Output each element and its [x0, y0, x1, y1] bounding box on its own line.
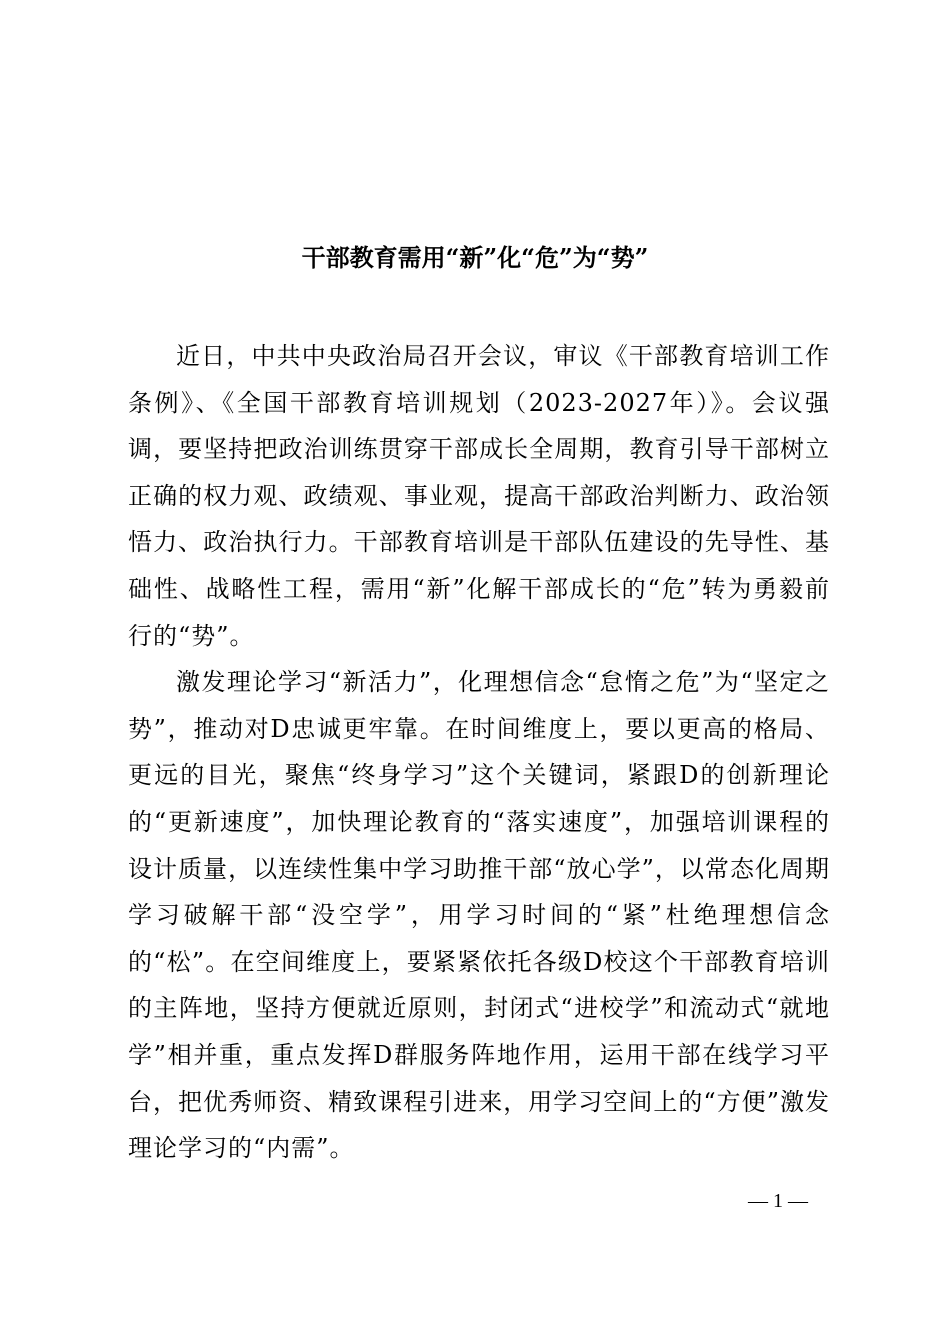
- paragraph-theory-learning: 激发理论学习“新活力”，化理想信念“怠惰之危”为“坚定之势”，推动对D忠诚更牢靠。在时间维度上，要以更高的格局、更远的目光，聚焦“终身学习”这个关键词，紧跟D的创新理论的“更新速度”，加快理论教育的“落实速度”，加强培训课程的设计质量，以连续性集中学习助推干部“放心学”，以常态化周期学习破解干部“没空学”，用学习时间的“紧”杜绝理想信念的“松”。在空间维度上，要紧紧依托各级D校这个干部教育培训的主阵地，坚持方便就近原则，封闭式“进校学”和流动式“就地学”相并重，重点发挥D群服务阵地作用，运用干部在线学习平台，把优秀师资、精致课程引进来，用学习空间上的“方便”激发理论学习的“内需”。: [128, 668, 830, 1163]
- document-title: 干部教育需用“新”化“危”为“势”: [301, 243, 649, 272]
- page-number: — 1 —: [748, 1190, 808, 1212]
- paragraph-intro: 近日，中共中央政治局召开会议，审议《干部教育培训工作条例》、《全国干部教育培训规划（2023-2027年）》。会议强调，要坚持把政治训练贯穿干部成长全周期，教育引导干部树立正确的权力观、政绩观、事业观，提高干部政治判断力、政治领悟力、政治执行力。干部教育培训是干部队伍建设的先导性、基础性、战略性工程，需用“新”化解干部成长的“危”转为勇毅前行的“势”。: [128, 342, 830, 650]
- document-body: [128, 333, 830, 1172]
